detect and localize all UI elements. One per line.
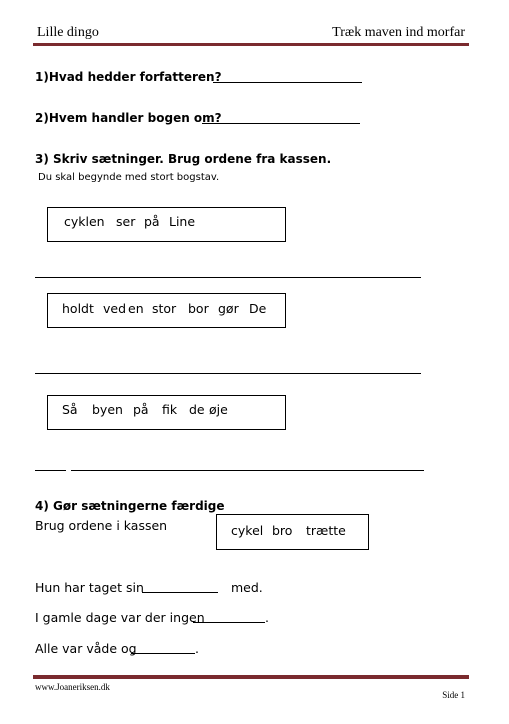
question-2: 2)Hvem handler bogen om? [35, 111, 222, 125]
word: Så [62, 402, 78, 417]
answer-line-3c-start[interactable] [35, 470, 66, 471]
word: fik [162, 402, 178, 417]
word-box-1 [47, 207, 286, 242]
sentence-1-end: med. [231, 580, 263, 595]
question-1: 1)Hvad hedder forfatteren? [35, 70, 222, 84]
footer-page-number: Side 1 [442, 690, 465, 700]
header-right: Træk maven ind morfar [332, 25, 465, 40]
word-box-3 [47, 395, 286, 430]
sentence-3-blank[interactable] [131, 653, 195, 654]
word: trætte [306, 523, 346, 538]
word: gør [218, 301, 239, 316]
answer-line-3a[interactable] [35, 277, 421, 278]
answer-line-2[interactable] [202, 123, 360, 124]
word: øje [209, 402, 228, 417]
word: bor [188, 301, 209, 316]
question-3-instruction: Du skal begynde med stort bogstav. [38, 172, 220, 183]
word: en [128, 301, 144, 316]
word: cykel [231, 523, 264, 538]
question-4-title: 4) Gør sætningerne færdige [35, 499, 225, 513]
sentence-2-start: I gamle dage var der ingen [35, 610, 205, 625]
footer-rule [33, 675, 469, 679]
word: Line [169, 214, 196, 229]
sentence-3-end: . [195, 641, 199, 656]
word: holdt [62, 301, 94, 316]
word-box-4 [216, 514, 369, 550]
answer-line-1[interactable] [213, 82, 362, 83]
question-4-instruction: Brug ordene i kassen [35, 518, 168, 533]
word: på [133, 402, 149, 417]
word: ser [116, 214, 136, 229]
word: de [189, 402, 205, 417]
sentence-2-blank[interactable] [193, 622, 265, 623]
word: cyklen [64, 214, 105, 229]
question-3-title: 3) Skriv sætninger. Brug ordene fra kassen. [35, 152, 332, 166]
word: bro [272, 523, 293, 538]
header-left: Lille dingo [37, 25, 99, 40]
word: ved [103, 301, 127, 316]
word: byen [92, 402, 123, 417]
word-box-2 [47, 293, 286, 328]
sentence-1-blank[interactable] [142, 592, 218, 593]
sentence-3-start: Alle var våde og [35, 641, 137, 656]
header-rule [33, 43, 469, 46]
word: stor [152, 301, 177, 316]
sentence-1-start: Hun har taget sin [35, 580, 144, 595]
answer-line-3c[interactable] [71, 470, 424, 471]
word: De [249, 301, 267, 316]
answer-line-3b[interactable] [35, 373, 421, 374]
word: på [144, 214, 160, 229]
sentence-2-end: . [265, 610, 269, 625]
footer-website: www.Joaneriksen.dk [35, 682, 110, 692]
